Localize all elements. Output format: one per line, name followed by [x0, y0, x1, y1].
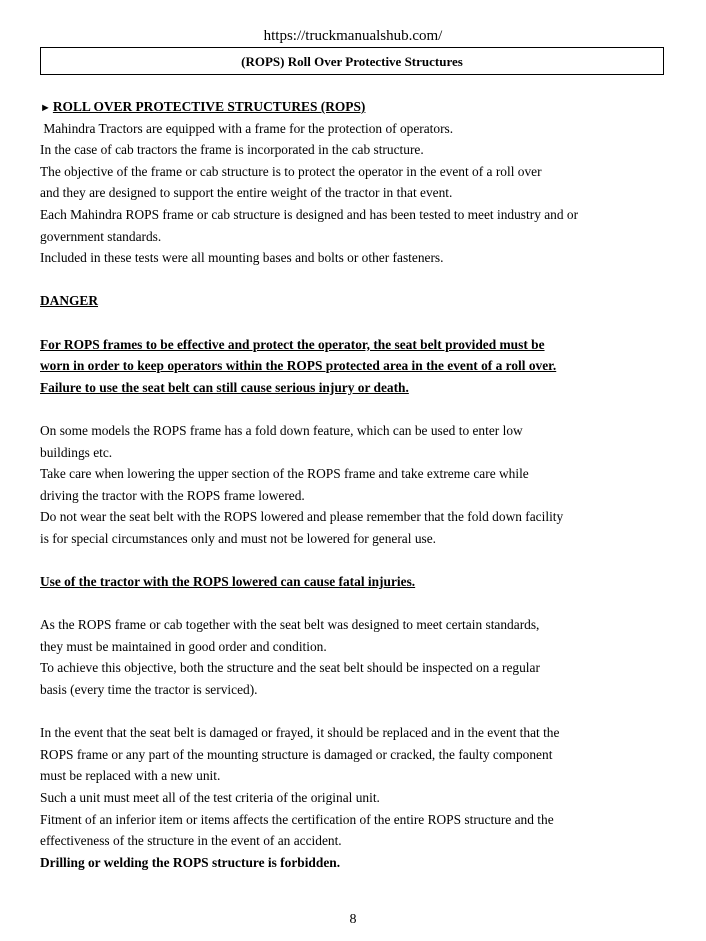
spacer: [40, 593, 680, 615]
danger-text-line: For ROPS frames to be effective and protect the operator, the seat belt provided must be: [40, 336, 545, 352]
intro-line: Included in these tests were all mounting bases and bolts or other fasteners.: [40, 250, 444, 266]
replacement-line: Such a unit must meet all of the test criteria of the original unit.: [40, 790, 380, 805]
intro-line: The objective of the frame or cab structure is to protect the operator in the event of a roll over: [40, 163, 542, 179]
fold-down-line: is for special circumstances only and must not be lowered for general use.: [40, 530, 437, 546]
replacement-line: Fitment of an inferior item or items affects the certification of the entire ROPS structure and the: [40, 811, 554, 827]
fold-down-line: buildings etc.: [40, 444, 113, 460]
intro-line: and they are designed to support the entire weight of the tractor in that event.: [40, 185, 453, 201]
maintenance-line: they must be maintained in good order and condition.: [40, 638, 327, 654]
intro-line: government standards.: [40, 228, 162, 244]
danger-text-line: Failure to use the seat belt can still cause serious injury or death.: [40, 379, 409, 395]
document-body: [40, 96, 680, 873]
page-number: 8: [349, 912, 357, 927]
danger-label: DANGER: [40, 293, 99, 309]
fold-down-line: driving the tractor with the ROPS frame lowered.: [40, 487, 305, 503]
section-title: (ROPS) Roll Over Protective Structures: [241, 54, 463, 69]
spacer: [40, 312, 680, 334]
maintenance-line: As the ROPS frame or cab together with the seat belt was designed to meet certain standards,: [40, 617, 540, 633]
spacer: [40, 701, 680, 723]
intro-line: Mahindra Tractors are equipped with a frame for the protection of operators.: [40, 120, 454, 136]
arrow-icon: ►: [40, 102, 51, 114]
spacer: [40, 269, 680, 291]
intro-line: In the case of cab tractors the frame is incorporated in the cab structure.: [40, 142, 424, 158]
section-heading: [40, 96, 680, 118]
lowered-warning: Use of the tractor with the ROPS lowered can cause fatal injuries.: [40, 574, 416, 590]
replacement-line: must be replaced with a new unit.: [40, 768, 221, 784]
fold-down-line: Take care when lowering the upper section of the ROPS frame and take extreme care while: [40, 466, 529, 482]
fold-down-line: On some models the ROPS frame has a fold down feature, which can be used to enter low: [40, 422, 523, 438]
section-title-box: [40, 47, 664, 75]
replacement-line: effectiveness of the structure in the event of an accident.: [40, 833, 342, 849]
danger-text-line: worn in order to keep operators within the ROPS protected area in the event of a roll over.: [40, 358, 557, 374]
spacer: [40, 398, 680, 420]
section-heading-text: ROLL OVER PROTECTIVE STRUCTURES (ROPS): [52, 99, 366, 114]
spacer: [40, 549, 680, 571]
fold-down-line: Do not wear the seat belt with the ROPS lowered and please remember that the fold down facility: [40, 509, 564, 525]
source-url: https://truckmanualshub.com/: [263, 28, 443, 44]
maintenance-line: To achieve this objective, both the structure and the seat belt should be inspected on a regular: [40, 660, 540, 676]
intro-line: Each Mahindra ROPS frame or cab structure is designed and has been tested to meet industry and or: [40, 206, 579, 222]
maintenance-line: basis (every time the tractor is serviced).: [40, 682, 258, 698]
replacement-line: ROPS frame or any part of the mounting structure is damaged or cracked, the faulty component: [40, 746, 553, 762]
replacement-line: In the event that the seat belt is damaged or frayed, it should be replaced and in the event that the: [40, 725, 560, 741]
final-warning: Drilling or welding the ROPS structure is forbidden.: [40, 854, 341, 870]
